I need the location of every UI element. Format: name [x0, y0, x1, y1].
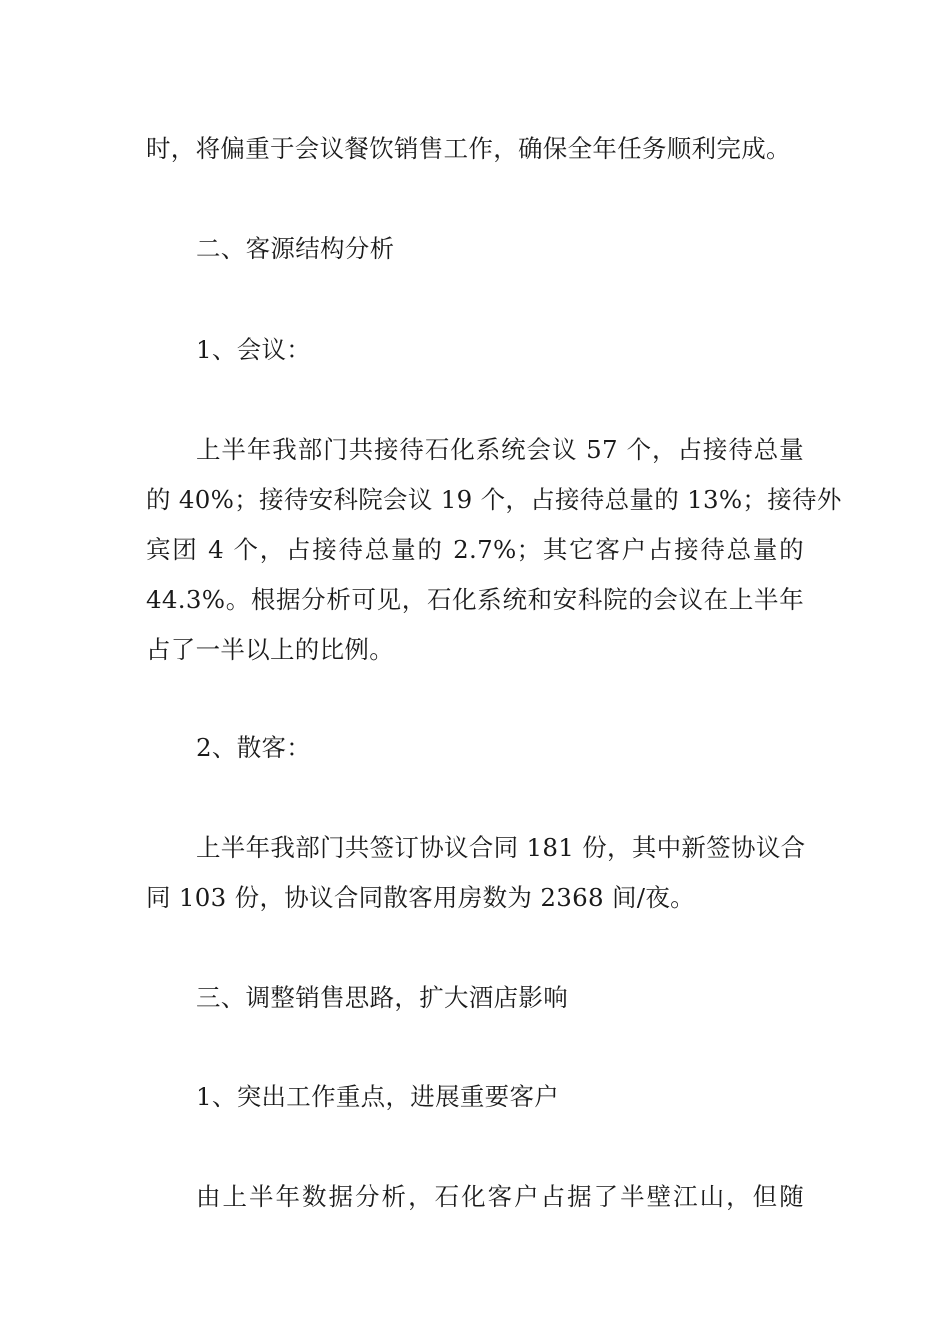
meetings-paragraph-line-4: 44.3%。根据分析可见，石化系统和安科院的会议在上半年: [146, 585, 804, 614]
guests-paragraph-line-2: 同 103 份，协议合同散客用房数为 2368 间/夜。: [146, 883, 695, 912]
subsection-heading-key-clients: 1、突出工作重点，进展重要客户: [196, 1082, 560, 1111]
section-heading-2: 二、客源结构分析: [196, 234, 395, 263]
guests-paragraph-line-1: 上半年我部门共签订协议合同 181 份，其中新签协议合: [196, 833, 806, 862]
meetings-paragraph-line-3: 宾团 4 个，占接待总量的 2.7%；其它客户占接待总量的: [146, 535, 804, 564]
key-clients-paragraph-line-1: 由上半年数据分析，石化客户占据了半壁江山，但随: [196, 1182, 804, 1211]
subsection-heading-individual-guests: 2、散客：: [196, 733, 312, 762]
paragraph-continuation-line: 时，将偏重于会议餐饮销售工作，确保全年任务顺利完成。: [146, 134, 791, 163]
meetings-paragraph-line-1: 上半年我部门共接待石化系统会议 57 个，占接待总量: [196, 435, 804, 464]
meetings-paragraph-line-5: 占了一半以上的比例。: [146, 635, 394, 664]
subsection-heading-meetings: 1、会议：: [196, 335, 312, 364]
section-heading-3: 三、调整销售思路，扩大酒店影响: [196, 983, 568, 1012]
meetings-paragraph-line-2: 的 40%；接待安科院会议 19 个，占接待总量的 13%；接待外: [146, 485, 842, 514]
